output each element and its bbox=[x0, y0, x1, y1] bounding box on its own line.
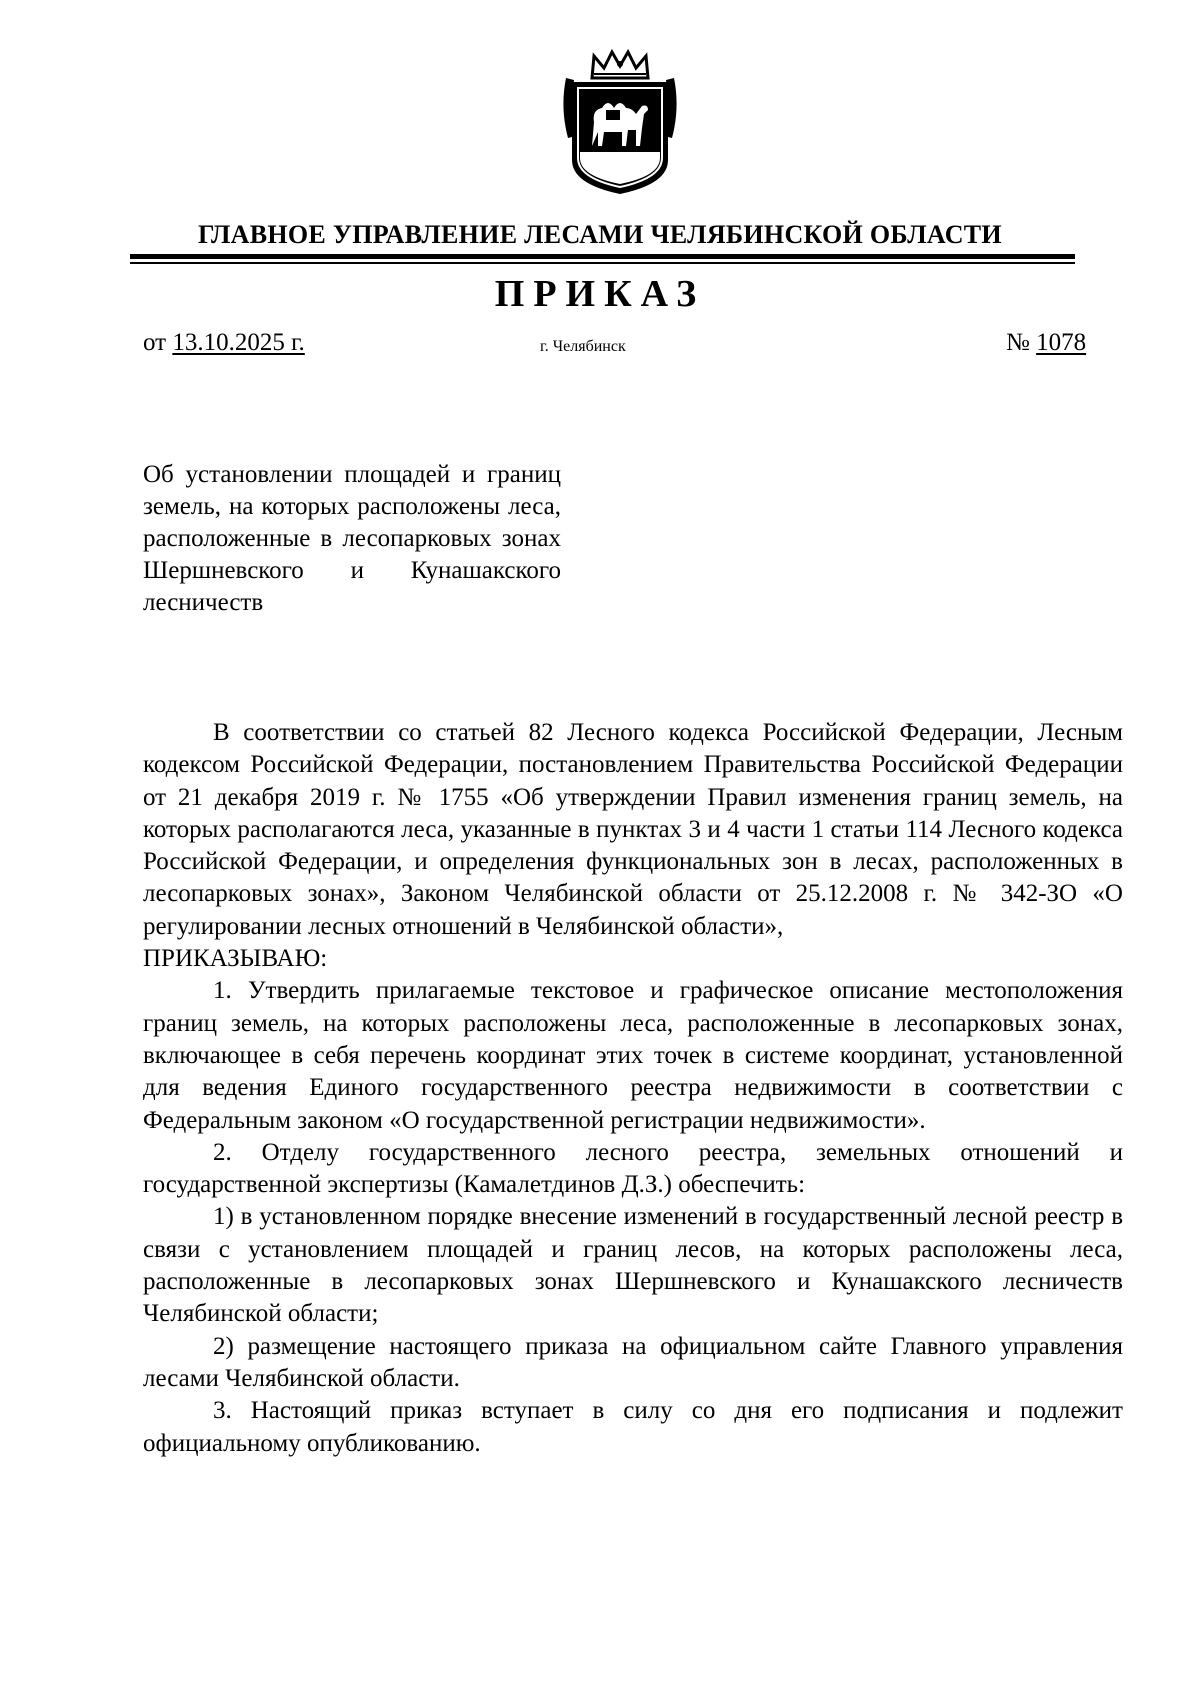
order-item-1: 1. Утвердить прилагаемые текстовое и графическое описание местоположения границ земель, на которых расположены леса, расположенные в лесопарковых зонах, включающее в себя перечень координат этих точек в системе координат, установленной для ведения Единого государственного реестра недвижимости в соответствии с Федеральным законом «О государственной регистрации недвижимости». bbox=[143, 977, 1123, 1134]
number-value: 1078 bbox=[1036, 329, 1087, 356]
order-number bbox=[1006, 328, 1086, 358]
order-item-2: 2. Отделу государственного лесного реестра, земельных отношений и государственной экспертизы (Камалетдинов Д.З.) обеспечить: bbox=[143, 1138, 1123, 1199]
order-word: ПРИКАЗЫВАЮ: bbox=[143, 945, 328, 973]
organization-name: ГЛАВНОЕ УПРАВЛЕНИЕ ЛЕСАМИ ЧЕЛЯБИНСКОЙ ОБЛАСТИ bbox=[198, 220, 1002, 249]
header-divider-thick bbox=[130, 254, 1075, 259]
order-item-3: 3. Настоящий приказ вступает в силу со дня его подписания и подлежит официальному опубликованию. bbox=[143, 1397, 1123, 1457]
header-divider-thin bbox=[130, 262, 1075, 264]
order-subitem-1: 1) в установленном порядке внесение изменений в государственный лесной реестр в связи с установлением площадей и границ лесов, на которых расположены леса, расположенные в лесопарковых зонах Шершневского и Кунашакского лесничеств Челябинской области; bbox=[143, 1203, 1123, 1328]
order-body bbox=[143, 717, 1123, 1460]
order-city: г. Челябинск bbox=[540, 338, 626, 355]
coat-of-arms-icon bbox=[558, 48, 682, 196]
order-subject: Об установлении площадей и границ земель, на которых расположены леса, расположенные в лесопарковых зонах Шершневского и Кунашакского лесничеств bbox=[143, 461, 561, 616]
date-value: 13.10.2025 г. bbox=[172, 329, 305, 356]
preamble: В соответствии со статьей 82 Лесного кодекса Российской Федерации, Лесным кодексом Российской Федерации, постановлением Правительства Российской Федерации от 21 декабря 2019 г. № 1755 «Об утверждении Правил изменения границ земель, на которых располагаются леса, указанные в пунктах 3 и 4 части 1 статьи 114 Лесного кодекса Российской Федерации, и определения функциональных зон в лесах, расположенных в лесопарковых зонах», Законом Челябинской области от 25.12.2008 г. № 342-ЗО «О регулировании лесных отношений в Челябинской области», bbox=[143, 719, 1123, 940]
document-type: ПРИКАЗ bbox=[494, 273, 706, 315]
order-subitem-2: 2) размещение настоящего приказа на официальном сайте Главного управления лесами Челябинской области. bbox=[143, 1332, 1123, 1392]
order-date bbox=[143, 328, 305, 358]
date-prefix: от bbox=[143, 329, 167, 356]
number-prefix: № bbox=[1006, 329, 1030, 356]
